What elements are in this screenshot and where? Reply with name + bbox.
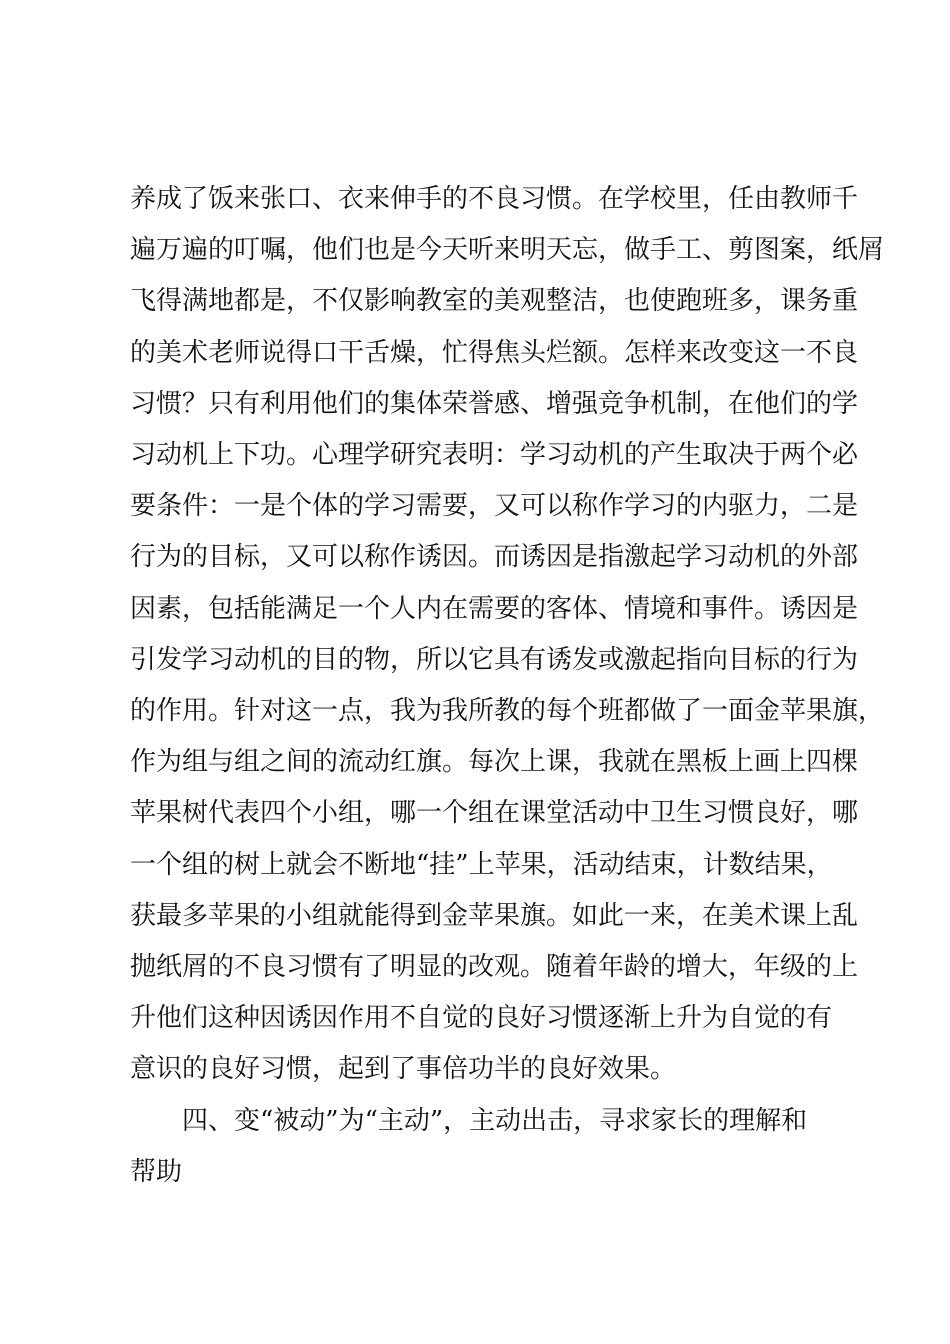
paragraph-line: 要条件：一是个体的学习需要，又可以称作学习的内驱力，二是 [130, 491, 859, 521]
paragraph-line: 一个组的树上就会不断地“挂”上苹果，活动结束，计数结果， [130, 850, 833, 880]
paragraph-line: 习动机上下功。心理学研究表明：学习动机的产生取决于两个必 [130, 440, 859, 470]
paragraph-line: 养成了饭来张口、衣来伸手的不良习惯。在学校里，任由教师千 [130, 184, 859, 214]
paragraph-line: 遍万遍的叮嘱，他们也是今天听来明天忘，做手工、剪图案，纸屑 [130, 235, 885, 265]
paragraph-line: 飞得满地都是，不仅影响教室的美观整洁，也使跑班多，课务重 [130, 286, 859, 316]
paragraph-line: 行为的目标，又可以称作诱因。而诱因是指激起学习动机的外部 [130, 542, 859, 572]
paragraph-line: 的作用。针对这一点，我为我所教的每个班都做了一面金苹果旗， [130, 696, 885, 726]
paragraph-line: 升他们这种因诱因作用不自觉的良好习惯逐渐上升为自觉的有 [130, 1003, 833, 1033]
paragraph-line: 抛纸屑的不良习惯有了明显的改观。随着年龄的增大，年级的上 [130, 952, 859, 982]
paragraph-line: 苹果树代表四个小组，哪一个组在课堂活动中卫生习惯良好，哪 [130, 798, 859, 828]
paragraph-line: 引发学习动机的目的物，所以它具有诱发或激起指向目标的行为 [130, 645, 859, 675]
paragraph-line: 习惯？只有利用他们的集体荣誉感、增强竞争机制，在他们的学 [130, 389, 859, 419]
paragraph-line: 的美术老师说得口干舌燥，忙得焦头烂额。怎样来改变这一不良 [130, 338, 859, 368]
paragraph-line: 作为组与组之间的流动红旗。每次上课，我就在黑板上画上四棵 [130, 747, 859, 777]
section-heading: 四、变“被动”为“主动”，主动出击，寻求家长的理解和 [182, 1106, 808, 1136]
section-heading-continuation: 帮助 [130, 1157, 183, 1187]
paragraph-line: 因素，包括能满足一个人内在需要的客体、情境和事件。诱因是 [130, 594, 859, 624]
paragraph-line: 获最多苹果的小组就能得到金苹果旗。如此一来，在美术课上乱 [130, 901, 859, 931]
paragraph-line: 意识的良好习惯，起到了事倍功半的良好效果。 [130, 1054, 677, 1084]
